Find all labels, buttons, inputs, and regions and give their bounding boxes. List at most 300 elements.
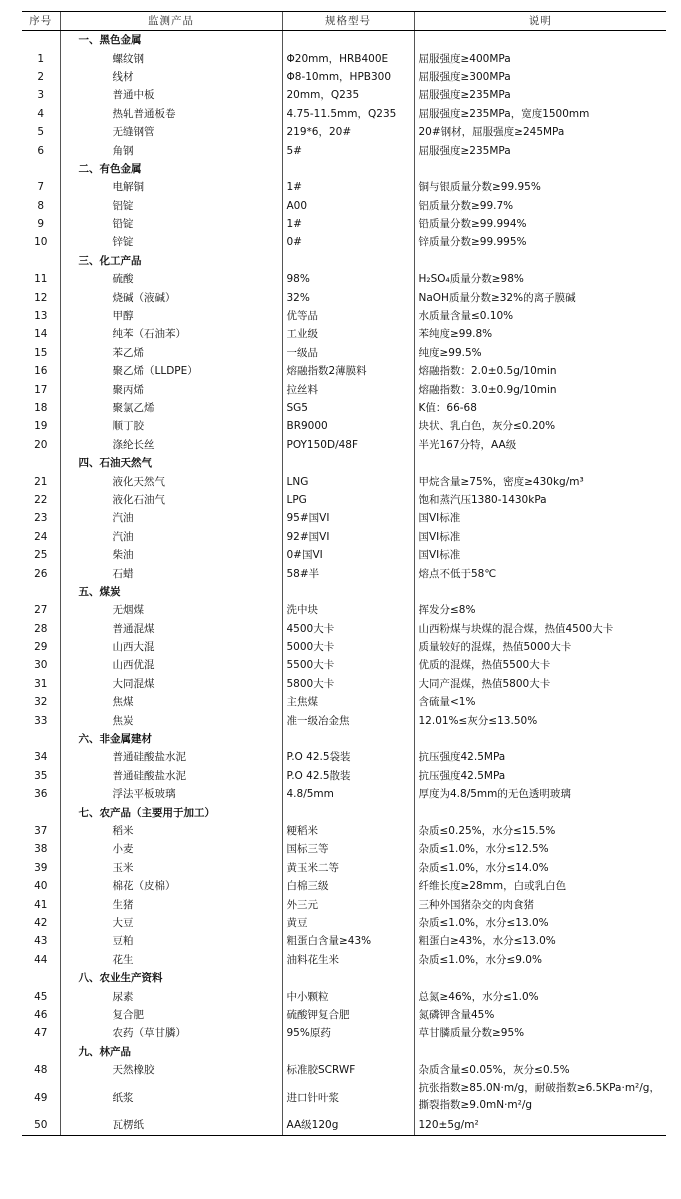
- product-name: 液化天然气: [60, 472, 282, 490]
- description: 大同产混煤，热值5800大卡: [414, 675, 666, 693]
- row-number: 16: [34, 365, 48, 378]
- description: 厚度为4.8/5mm的无色透明玻璃: [414, 785, 666, 803]
- table-row: [22, 49, 666, 67]
- category-spec-cell: [282, 803, 414, 821]
- table-row: [22, 601, 666, 619]
- spec-model: P.O 42.5袋装: [282, 748, 414, 766]
- row-number: 10: [34, 236, 48, 249]
- spec-model: A00: [282, 197, 414, 215]
- description: 总氮≥46%，水分≤1.0%: [414, 987, 666, 1005]
- spec-model: 98%: [282, 270, 414, 288]
- category-spec-cell: [282, 730, 414, 748]
- table-row: [22, 528, 666, 546]
- product-name: 玉米: [60, 859, 282, 877]
- table-row: [22, 417, 666, 435]
- description: 纤维长度≥28mm，白或乳白色: [414, 877, 666, 895]
- spec-model: 5#: [282, 141, 414, 159]
- spec-model: P.O 42.5散装: [282, 767, 414, 785]
- product-name: 大同混煤: [60, 675, 282, 693]
- category-title: 一、黑色金属: [60, 31, 282, 50]
- row-number: 44: [34, 953, 48, 966]
- description: 熔融指数：3.0±0.9g/10min: [414, 380, 666, 398]
- table-row: [22, 932, 666, 950]
- description: 锌质量分数≥99.995%: [414, 233, 666, 251]
- product-name: 液化石油气: [60, 491, 282, 509]
- row-number: 50: [22, 1116, 60, 1135]
- product-name: 汽油: [60, 528, 282, 546]
- row-number: 12: [34, 291, 48, 304]
- category-desc-cell: [414, 583, 666, 601]
- row-number: 14: [34, 328, 48, 341]
- spec-model: 油料花生米: [282, 951, 414, 969]
- category-title: 六、非金属建材: [60, 730, 282, 748]
- spec-model: 工业级: [282, 325, 414, 343]
- product-name: 豆粕: [60, 932, 282, 950]
- row-number: 5: [37, 126, 45, 139]
- spec-model: 进口针叶浆: [282, 1079, 414, 1116]
- category-desc-cell: [414, 454, 666, 472]
- product-name: 电解铜: [60, 178, 282, 196]
- category-spec-cell: [282, 160, 414, 178]
- table-row: [22, 105, 666, 123]
- description: 饱和蒸汽压1380-1430kPa: [414, 491, 666, 509]
- description: 纯度≥99.5%: [414, 344, 666, 362]
- product-name: 焦煤: [60, 693, 282, 711]
- row-number: 24: [34, 530, 48, 543]
- product-name: 大豆: [60, 914, 282, 932]
- spec-model: 标准胶SCRWF: [282, 1061, 414, 1079]
- product-name: 瓦楞纸: [60, 1116, 282, 1135]
- row-number: 3: [37, 89, 45, 102]
- table-row: [22, 951, 666, 969]
- category-spec-cell: [282, 252, 414, 270]
- spec-model: 粳稻米: [282, 822, 414, 840]
- spec-model: 5000大卡: [282, 638, 414, 656]
- product-name: 稻米: [60, 822, 282, 840]
- product-name: 农药（草甘膦）: [60, 1024, 282, 1042]
- row-number: 1: [37, 52, 45, 65]
- product-name: 汽油: [60, 509, 282, 527]
- table-row: [22, 344, 666, 362]
- spec-model: 熔融指数2薄膜料: [282, 362, 414, 380]
- description: 国VI标准: [414, 546, 666, 564]
- row-number: 28: [34, 622, 48, 635]
- category-no-cell: [22, 730, 60, 748]
- description: 20#钢材，屈服强度≥245MPa: [414, 123, 666, 141]
- table-row: [22, 362, 666, 380]
- category-spec-cell: [282, 583, 414, 601]
- spec-model: 洗中块: [282, 601, 414, 619]
- category-title: 八、农业生产资料: [60, 969, 282, 987]
- description: 铝质量分数≥99.7%: [414, 197, 666, 215]
- product-name: 生猪: [60, 895, 282, 913]
- description: 屈服强度≥300MPa: [414, 68, 666, 86]
- row-number: 34: [34, 751, 48, 764]
- description: 杂质≤1.0%，水分≤13.0%: [414, 914, 666, 932]
- spec-model: Φ20mm，HRB400E: [282, 49, 414, 67]
- description: 优质的混煤，热值5500大卡: [414, 656, 666, 674]
- row-number: 48: [34, 1064, 48, 1077]
- product-name: 石蜡: [60, 564, 282, 582]
- product-name: 硫酸: [60, 270, 282, 288]
- product-name: 纸浆: [60, 1079, 282, 1116]
- row-number: 46: [34, 1008, 48, 1021]
- table-row: [22, 767, 666, 785]
- description: 国VI标准: [414, 528, 666, 546]
- category-spec-cell: [282, 31, 414, 50]
- row-number: 36: [34, 788, 48, 801]
- category-row: [22, 1042, 666, 1060]
- table-row: [22, 546, 666, 564]
- table-row: [22, 141, 666, 159]
- row-number: 49: [34, 1091, 48, 1104]
- table-row: [22, 86, 666, 104]
- product-name: 苯乙烯: [60, 344, 282, 362]
- table-row: [22, 638, 666, 656]
- table-row: [22, 270, 666, 288]
- category-no-cell: [22, 969, 60, 987]
- description: 半光167分特，AA级: [414, 436, 666, 454]
- table-row: [22, 325, 666, 343]
- category-row: [22, 730, 666, 748]
- spec-model: Φ8-10mm，HPB300: [282, 68, 414, 86]
- spec-model: LNG: [282, 472, 414, 490]
- table-row: [22, 840, 666, 858]
- product-name: 涤纶长丝: [60, 436, 282, 454]
- row-number: 33: [34, 714, 48, 727]
- category-desc-cell: [414, 160, 666, 178]
- product-name: 无烟煤: [60, 601, 282, 619]
- category-no-cell: [22, 803, 60, 821]
- row-number: 41: [34, 898, 48, 911]
- table-row: [22, 620, 666, 638]
- row-number: 4: [37, 107, 45, 120]
- row-number: 31: [34, 677, 48, 690]
- product-name: 线材: [60, 68, 282, 86]
- category-row: [22, 803, 666, 821]
- description: 甲烷含量≥75%，密度≥430kg/m³: [414, 472, 666, 490]
- spec-model: 58#半: [282, 564, 414, 582]
- spec-model: 优等品: [282, 307, 414, 325]
- category-no-cell: [22, 31, 60, 50]
- row-number: 38: [34, 843, 48, 856]
- table-row: [22, 509, 666, 527]
- table-row: [22, 785, 666, 803]
- product-name: 顺丁胶: [60, 417, 282, 435]
- category-no-cell: [22, 583, 60, 601]
- table-row: [22, 564, 666, 582]
- spec-model: 0#国VI: [282, 546, 414, 564]
- table-row: [22, 307, 666, 325]
- description: 质量较好的混煤，热值5000大卡: [414, 638, 666, 656]
- table-row: [22, 436, 666, 454]
- row-number: 35: [34, 769, 48, 782]
- table-row: [22, 877, 666, 895]
- row-number: 11: [34, 273, 48, 286]
- category-title: 七、农产品（主要用于加工）: [60, 803, 282, 821]
- table-row: [22, 1079, 666, 1116]
- spec-model: 219*6，20#: [282, 123, 414, 141]
- category-desc-cell: [414, 1042, 666, 1060]
- spec-model: SG5: [282, 399, 414, 417]
- product-name: 天然橡胶: [60, 1061, 282, 1079]
- table-body: [22, 31, 666, 1136]
- product-name: 锌锭: [60, 233, 282, 251]
- table-row: [22, 491, 666, 509]
- row-number: 13: [34, 310, 48, 323]
- row-number: 7: [37, 181, 45, 194]
- table-row: [22, 380, 666, 398]
- table-header-row: [22, 12, 666, 31]
- description: 抗压强度42.5MPa: [414, 748, 666, 766]
- category-row: [22, 454, 666, 472]
- table-row: [22, 472, 666, 490]
- row-number: 18: [34, 402, 48, 414]
- product-name: 烧碱（液碱）: [60, 288, 282, 306]
- description: 氮磷钾含量45%: [414, 1006, 666, 1024]
- description: H₂SO₄质量分数≥98%: [414, 270, 666, 288]
- product-name: 普通硅酸盐水泥: [60, 767, 282, 785]
- row-number: 6: [37, 144, 45, 157]
- spec-model: POY150D/48F: [282, 436, 414, 454]
- spec-model: 外三元: [282, 895, 414, 913]
- spec-model: 4500大卡: [282, 620, 414, 638]
- product-name: 铝锭: [60, 197, 282, 215]
- row-number: 30: [34, 659, 48, 672]
- description: 块状、乳白色，灰分≤0.20%: [414, 417, 666, 435]
- category-desc-cell: [414, 31, 666, 50]
- spec-model: LPG: [282, 491, 414, 509]
- category-no-cell: [22, 1042, 60, 1060]
- row-number: 23: [34, 512, 48, 525]
- spec-model: 黄豆: [282, 914, 414, 932]
- spec-model: 0#: [282, 233, 414, 251]
- category-title: 五、煤炭: [60, 583, 282, 601]
- table-row: [22, 233, 666, 251]
- table-row: [22, 693, 666, 711]
- table-row: [22, 1061, 666, 1079]
- row-number: 27: [34, 604, 48, 617]
- row-number: 37: [34, 824, 48, 837]
- product-name: 聚氯乙烯: [60, 399, 282, 417]
- row-number: 45: [34, 990, 48, 1003]
- spec-model: 国标三等: [282, 840, 414, 858]
- spec-model: 4.8/5mm: [282, 785, 414, 803]
- spec-model: 中小颗粒: [282, 987, 414, 1005]
- description: 国VI标准: [414, 509, 666, 527]
- product-name: 普通硅酸盐水泥: [60, 748, 282, 766]
- row-number: 25: [34, 549, 48, 562]
- category-title: 九、林产品: [60, 1042, 282, 1060]
- table-row: [22, 1024, 666, 1042]
- product-name: 山西大混: [60, 638, 282, 656]
- description: NaOH质量分数≥32%的离子膜碱: [414, 288, 666, 306]
- spec-model: 5500大卡: [282, 656, 414, 674]
- description: 草甘膦质量分数≥95%: [414, 1024, 666, 1042]
- product-name: 角钢: [60, 141, 282, 159]
- row-number: 20: [34, 438, 48, 451]
- table-row: [22, 123, 666, 141]
- description: 熔点不低于58℃: [414, 564, 666, 582]
- header-spec: 规格型号: [282, 12, 414, 31]
- row-number: 2: [37, 70, 45, 83]
- category-no-cell: [22, 454, 60, 472]
- description: 杂质≤1.0%，水分≤9.0%: [414, 951, 666, 969]
- row-number: 21: [34, 475, 48, 488]
- product-name: 山西优混: [60, 656, 282, 674]
- row-number: 9: [37, 218, 45, 231]
- table-row: [22, 1116, 666, 1135]
- document: [22, 11, 666, 1136]
- description: 挥发分≤8%: [414, 601, 666, 619]
- product-name: 甲醇: [60, 307, 282, 325]
- monitoring-products-table: [22, 11, 666, 1136]
- description: 三种外国猪杂交的肉食猪: [414, 895, 666, 913]
- category-row: [22, 160, 666, 178]
- row-number: 19: [34, 420, 48, 433]
- product-name: 普通中板: [60, 86, 282, 104]
- row-number: 22: [34, 493, 48, 506]
- product-name: 聚丙烯: [60, 380, 282, 398]
- spec-model: 准一级冶金焦: [282, 711, 414, 729]
- spec-model: 粗蛋白含量≥43%: [282, 932, 414, 950]
- spec-model: 一级品: [282, 344, 414, 362]
- description: 抗张指数≥85.0N·m/g，耐破指数≥6.5KPa·m²/g，撕裂指数≥9.0mN·m²/g: [414, 1079, 666, 1116]
- category-row: [22, 252, 666, 270]
- description: 杂质含量≤0.05%，灰分≤0.5%: [414, 1061, 666, 1079]
- product-name: 普通混煤: [60, 620, 282, 638]
- table-row: [22, 895, 666, 913]
- spec-model: 1#: [282, 178, 414, 196]
- product-name: 焦炭: [60, 711, 282, 729]
- category-desc-cell: [414, 969, 666, 987]
- category-no-cell: [22, 252, 60, 270]
- description: 杂质≤1.0%，水分≤14.0%: [414, 859, 666, 877]
- row-number: 8: [37, 199, 45, 212]
- table-row: [22, 859, 666, 877]
- description: 铜与银质量分数≥99.95%: [414, 178, 666, 196]
- row-number: 26: [34, 567, 48, 580]
- table-row: [22, 178, 666, 196]
- spec-model: 5800大卡: [282, 675, 414, 693]
- spec-model: AA级120g: [282, 1116, 414, 1135]
- spec-model: BR9000: [282, 417, 414, 435]
- category-title: 四、石油天然气: [60, 454, 282, 472]
- description: 屈服强度≥235MPa: [414, 86, 666, 104]
- row-number: 17: [34, 383, 48, 396]
- description: 杂质≤1.0%，水分≤12.5%: [414, 840, 666, 858]
- table-row: [22, 399, 666, 417]
- spec-model: 95%原药: [282, 1024, 414, 1042]
- product-name: 复合肥: [60, 1006, 282, 1024]
- category-row: [22, 969, 666, 987]
- row-number: 40: [34, 880, 48, 893]
- product-name: 小麦: [60, 840, 282, 858]
- row-number: 32: [34, 696, 48, 709]
- table-row: [22, 987, 666, 1005]
- spec-model: 硫酸钾复合肥: [282, 1006, 414, 1024]
- row-number: 29: [34, 641, 48, 654]
- table-row: [22, 68, 666, 86]
- description: 12.01%≤灰分≤13.50%: [414, 711, 666, 729]
- table-row: [22, 215, 666, 233]
- spec-model: 白棉三级: [282, 877, 414, 895]
- header-product: 监测产品: [60, 12, 282, 31]
- spec-model: 20mm，Q235: [282, 86, 414, 104]
- row-number: 39: [34, 861, 48, 874]
- spec-model: 拉丝料: [282, 380, 414, 398]
- row-number: 15: [34, 346, 48, 359]
- spec-model: 32%: [282, 288, 414, 306]
- product-name: 尿素: [60, 987, 282, 1005]
- category-desc-cell: [414, 803, 666, 821]
- row-number: 47: [34, 1027, 48, 1040]
- product-name: 柴油: [60, 546, 282, 564]
- description: 屈服强度≥400MPa: [414, 49, 666, 67]
- product-name: 无缝钢管: [60, 123, 282, 141]
- description: 屈服强度≥235MPa: [414, 141, 666, 159]
- description: 杂质≤0.25%，水分≤15.5%: [414, 822, 666, 840]
- category-row: [22, 31, 666, 50]
- spec-model: 主焦煤: [282, 693, 414, 711]
- product-name: 棉花（皮棉）: [60, 877, 282, 895]
- table-row: [22, 288, 666, 306]
- table-row: [22, 1006, 666, 1024]
- product-name: 浮法平板玻璃: [60, 785, 282, 803]
- spec-model: 黄玉米二等: [282, 859, 414, 877]
- category-spec-cell: [282, 454, 414, 472]
- category-title: 三、化工产品: [60, 252, 282, 270]
- product-name: 纯苯（石油苯）: [60, 325, 282, 343]
- header-no: 序号: [22, 12, 60, 31]
- product-name: 铅锭: [60, 215, 282, 233]
- description: 含硫量<1%: [414, 693, 666, 711]
- description: 山西粉煤与块煤的混合煤，热值4500大卡: [414, 620, 666, 638]
- description: 铅质量分数≥99.994%: [414, 215, 666, 233]
- category-desc-cell: [414, 730, 666, 748]
- category-desc-cell: [414, 252, 666, 270]
- description: 120±5g/m²: [414, 1116, 666, 1135]
- product-name: 花生: [60, 951, 282, 969]
- category-spec-cell: [282, 1042, 414, 1060]
- row-number: 43: [34, 935, 48, 948]
- spec-model: 95#国VI: [282, 509, 414, 527]
- category-title: 二、有色金属: [60, 160, 282, 178]
- description: 熔融指数：2.0±0.5g/10min: [414, 362, 666, 380]
- spec-model: 4.75-11.5mm，Q235: [282, 105, 414, 123]
- table-row: [22, 748, 666, 766]
- table-row: [22, 822, 666, 840]
- spec-model: 1#: [282, 215, 414, 233]
- category-no-cell: [22, 160, 60, 178]
- description: 苯纯度≥99.8%: [414, 325, 666, 343]
- table-row: [22, 197, 666, 215]
- description: 抗压强度42.5MPa: [414, 767, 666, 785]
- table-row: [22, 914, 666, 932]
- table-row: [22, 711, 666, 729]
- table-row: [22, 675, 666, 693]
- description: 水质量含量≤0.10%: [414, 307, 666, 325]
- spec-model: 92#国VI: [282, 528, 414, 546]
- product-name: 聚乙烯（LLDPE）: [60, 362, 282, 380]
- category-row: [22, 583, 666, 601]
- row-number: 42: [34, 916, 48, 929]
- category-spec-cell: [282, 969, 414, 987]
- description: 粗蛋白≥43%，水分≤13.0%: [414, 932, 666, 950]
- table-row: [22, 656, 666, 674]
- product-name: 热轧普通板卷: [60, 105, 282, 123]
- header-desc: 说明: [414, 12, 666, 31]
